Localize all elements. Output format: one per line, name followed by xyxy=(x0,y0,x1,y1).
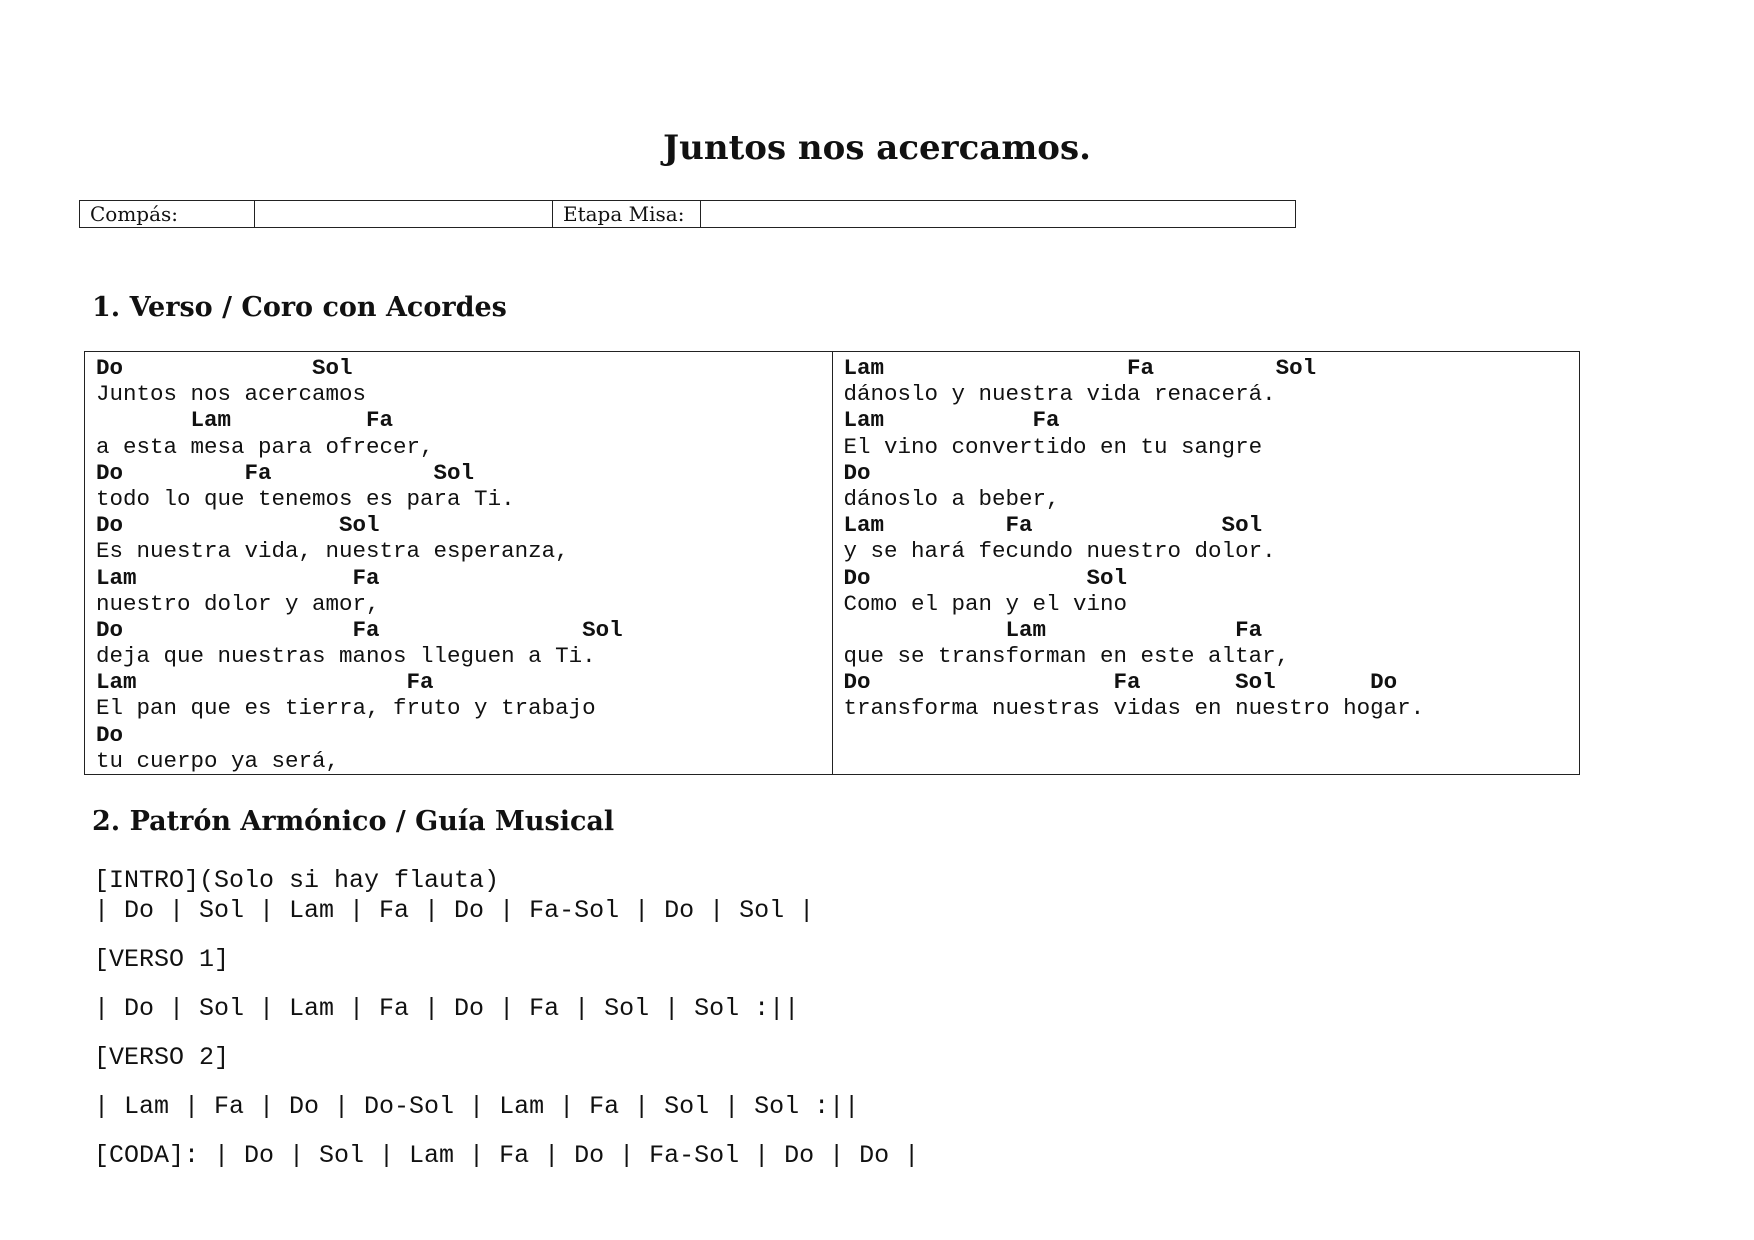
lyric-line: Como el pan y el vino xyxy=(843,590,1128,617)
chord-line: Do xyxy=(843,459,871,486)
lyrics-column-left xyxy=(85,352,832,774)
lyric-line: a esta mesa para ofrecer, xyxy=(96,433,434,460)
chord-line: Do Sol xyxy=(843,564,1128,591)
verso1-label: [VERSO 1] xyxy=(94,945,230,974)
lyric-line: nuestro dolor y amor, xyxy=(96,590,380,617)
song-info-row xyxy=(80,201,1296,228)
lyric-line: El pan que es tierra, fruto y trabajo xyxy=(96,695,596,722)
verso1-chord-bars: | Do | Sol | Lam | Fa | Do | Fa | Sol | Sol :|| xyxy=(94,994,800,1023)
lyric-line: dánoslo a beber, xyxy=(843,485,1060,512)
chord-line: Lam Fa xyxy=(843,407,1060,434)
chord-line: Lam Fa xyxy=(96,669,434,696)
section-heading-verso-coro: 1. Verso / Coro con Acordes xyxy=(92,292,507,323)
etapa-misa-value-field xyxy=(701,201,1296,228)
chord-line: Do xyxy=(96,721,124,748)
lyric-line: dánoslo y nuestra vida renacerá. xyxy=(843,381,1276,408)
lyric-line: Juntos nos acercamos xyxy=(96,381,367,408)
lyric-line: todo lo que tenemos es para Ti. xyxy=(96,485,515,512)
harmonic-guide xyxy=(94,866,919,1171)
chord-line: Do Fa Sol Do xyxy=(843,669,1398,696)
verso2-label: [VERSO 2] xyxy=(94,1043,230,1072)
section-heading-patron-armonico: 2. Patrón Armónico / Guía Musical xyxy=(92,806,615,837)
intro-chord-bars: | Do | Sol | Lam | Fa | Do | Fa-Sol | Do | Sol | xyxy=(94,896,815,925)
verso2-chord-bars: | Lam | Fa | Do | Do-Sol | Lam | Fa | Sol | Sol :|| xyxy=(94,1092,860,1121)
lyric-line: que se transforman en este altar, xyxy=(843,643,1290,670)
compas-label: Compás: xyxy=(80,201,255,228)
etapa-misa-label: Etapa Misa: xyxy=(553,201,701,228)
lyric-line: El vino convertido en tu sangre xyxy=(843,433,1263,460)
chord-line: Lam Fa Sol xyxy=(843,355,1317,381)
chord-line: Do Fa Sol xyxy=(96,459,475,486)
lyrics-column-right xyxy=(832,352,1580,774)
chord-line: Do Fa Sol xyxy=(96,616,623,643)
intro-label: [INTRO](Solo si hay flauta) xyxy=(94,866,500,895)
chord-line: Lam Fa Sol xyxy=(843,512,1263,539)
coda-chord-bars: [CODA]: | Do | Sol | Lam | Fa | Do | Fa-Sol | Do | Do | xyxy=(94,1141,920,1170)
lyrics-chords-table xyxy=(84,351,1580,775)
chord-line: Do Sol xyxy=(96,355,353,381)
page-title: Juntos nos acercamos. xyxy=(663,128,1091,168)
lyric-line: deja que nuestras manos lleguen a Ti. xyxy=(96,643,596,670)
chord-line: Lam Fa xyxy=(843,616,1263,643)
chord-line: Do Sol xyxy=(96,512,380,539)
lyric-line: tu cuerpo ya será, xyxy=(96,747,340,774)
lyric-line: y se hará fecundo nuestro dolor. xyxy=(843,538,1276,565)
chord-line: Lam Fa xyxy=(96,407,394,434)
compas-value-field xyxy=(255,201,553,228)
lyric-line: Es nuestra vida, nuestra esperanza, xyxy=(96,538,569,565)
lyric-line: transforma nuestras vidas en nuestro hogar. xyxy=(843,695,1425,722)
chord-line: Lam Fa xyxy=(96,564,380,591)
song-info-table xyxy=(79,200,1296,228)
